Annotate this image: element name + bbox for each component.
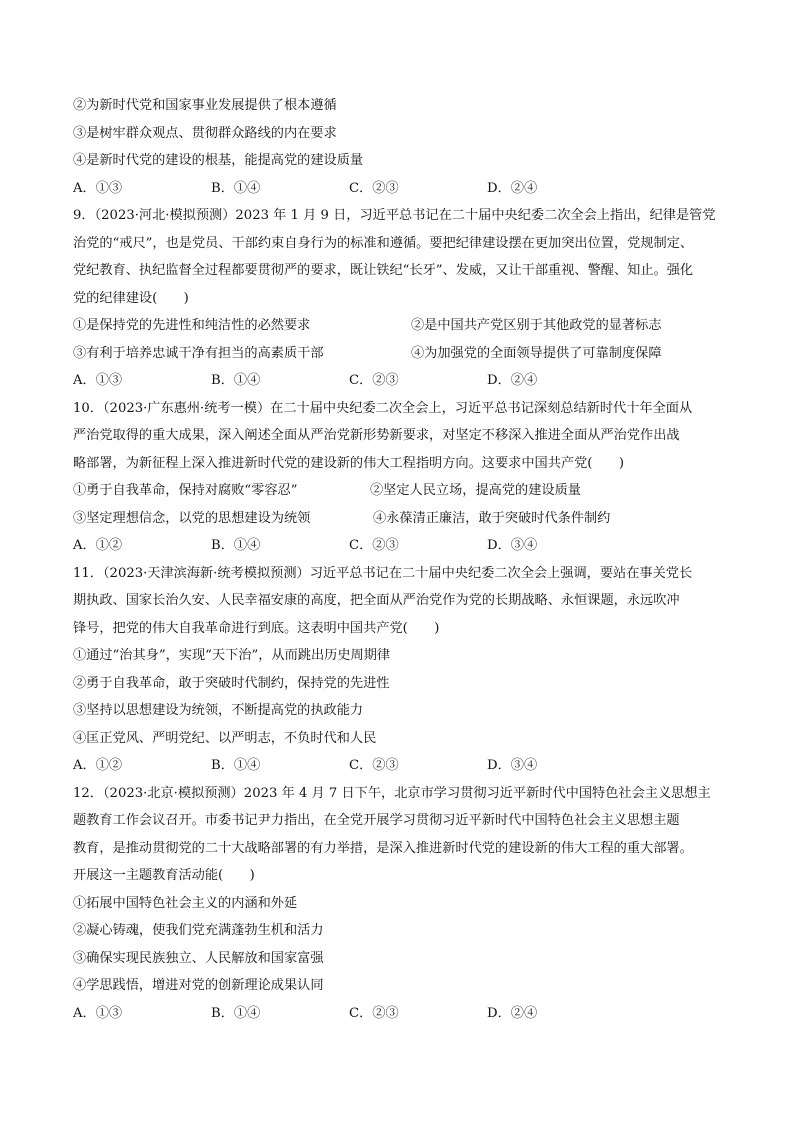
option-b[interactable]: B．①④ xyxy=(211,538,261,553)
choice-item-row xyxy=(73,477,763,505)
choice-item: ④匡正党风、严明党纪、以严明志，不负时代和人民 xyxy=(73,730,377,746)
question-9 xyxy=(73,202,763,395)
choice-item: ①勇于自我革命，保持对腐败“零容忍” xyxy=(73,483,298,498)
question-stem-line: 治党的“戒尺”，也是党员、干部约束自身行为的标准和遵循。要把纪律建设摆在更加突出位置，党规制定、 xyxy=(73,235,694,251)
option-a[interactable]: A．①② xyxy=(73,758,123,773)
question-12 xyxy=(73,780,763,1028)
choice-item: ③坚持以思想建设为统领，不断提高党的执政能力 xyxy=(73,703,364,718)
answer-options xyxy=(73,532,763,560)
option-c[interactable]: C．②③ xyxy=(349,538,399,553)
choice-item: ③确保实现民族独立、人民解放和国家富强 xyxy=(73,950,324,966)
question-stem-line: 开展这一主题教育活动能( ) xyxy=(73,868,255,883)
question-stem-line: 题教育工作会议召开。市委书记尹力指出，在全党开展学习贯彻习近平新时代中国特色社会主义思想主题 xyxy=(73,813,680,828)
option-d[interactable]: D．②④ xyxy=(487,373,538,388)
question-stem-line: 10．（2023·广东惠州·统考一模）在二十届中央纪委二次全会上，习近平总书记深刻总结新时代十年全面从 xyxy=(73,400,693,416)
question-stem-line: 9．（2023·河北·模拟预测）2023 年 1 月 9 日，习近平总书记在二十届中央纪委二次全会上指出，纪律是管党 xyxy=(73,208,716,223)
question-11 xyxy=(73,560,763,780)
option-a[interactable]: A．①③ xyxy=(73,373,123,388)
option-c[interactable]: C．②③ xyxy=(349,373,399,388)
option-a[interactable]: A．①② xyxy=(73,538,123,553)
choice-item: ④学思践悟，增进对党的创新理论成果认同 xyxy=(73,978,324,993)
option-a[interactable]: A．①③ xyxy=(73,1005,123,1021)
choice-item: ②凝心铸魂，使我们党充满蓬勃生机和活力 xyxy=(73,923,324,938)
option-d[interactable]: D．③④ xyxy=(487,758,538,773)
question-8 xyxy=(73,92,763,202)
option-d[interactable]: D．②④ xyxy=(487,1005,538,1021)
option-c[interactable]: C．②③ xyxy=(349,1005,399,1021)
choice-item: ①拓展中国特色社会主义的内涵和外延 xyxy=(73,895,298,911)
answer-options xyxy=(73,175,763,203)
option-b[interactable]: B．①④ xyxy=(211,373,261,388)
exam-page xyxy=(73,92,763,1027)
choice-item: ④是新时代党的建设的根基，能提高党的建设质量 xyxy=(73,153,364,168)
answer-options xyxy=(73,1000,763,1028)
option-b[interactable]: B．①④ xyxy=(211,1005,261,1021)
option-b[interactable]: B．①④ xyxy=(211,180,261,196)
choice-item: ②是中国共产党区别于其他政党的显著标志 xyxy=(411,318,662,333)
option-a[interactable]: A．①③ xyxy=(73,180,123,196)
choice-item: ①通过“治其身”，实现“天下治”，从而跳出历史周期律 xyxy=(73,648,391,663)
choice-item: ②为新时代党和国家事业发展提供了根本遵循 xyxy=(73,98,337,113)
choice-item-row xyxy=(73,505,763,533)
question-stem-line: 严治党取得的重大成果，深入阐述全面从严治党新形势新要求，对坚定不移深入推进全面从严治党作出战 xyxy=(73,428,680,443)
answer-options xyxy=(73,752,763,780)
option-c[interactable]: C．②③ xyxy=(349,758,399,773)
question-stem-line: 略部署，为新征程上深入推进新时代党的建设新的伟大工程指明方向。这要求中国共产党( ) xyxy=(73,455,624,471)
question-stem-line: 12．（2023·北京·模拟预测）2023 年 4 月 7 日下午，北京市学习贯彻习近平新时代中国特色社会主义思想主 xyxy=(73,785,711,801)
option-d[interactable]: D．②④ xyxy=(487,180,538,196)
choice-item: ①是保持党的先进性和纯洁性的必然要求 xyxy=(73,318,311,333)
choice-item: ③是树牢群众观点、贯彻群众路线的内在要求 xyxy=(73,125,337,141)
choice-item-row xyxy=(73,312,763,340)
question-stem-line: 期执政、国家长治久安、人民幸福安康的高度，把全面从严治党作为党的长期战略、永恒课题，永远吹冲 xyxy=(73,593,680,608)
choice-item-row xyxy=(73,340,763,368)
option-d[interactable]: D．③④ xyxy=(487,538,538,553)
question-stem-line: 11．（2023·天津滨海新·统考模拟预测）习近平总书记在二十届中央纪委二次全会上强调，要站在事关党长 xyxy=(73,565,693,581)
option-c[interactable]: C．②③ xyxy=(349,180,399,196)
question-stem-line: 教育，是推动贯彻党的二十大战略部署的有力举措，是深入推进新时代党的建设新的伟大工程的重大部署。 xyxy=(73,840,693,856)
question-stem-line: 党纪教育、执纪监督全过程都要贯彻严的要求，既让铁纪“长牙”、发威，又让干部重视、警醒、知止。强化 xyxy=(73,263,694,278)
choice-item: ③有利于培养忠诚干净有担当的高素质干部 xyxy=(73,345,324,361)
question-stem-line: 党的纪律建设( ) xyxy=(73,290,189,306)
question-stem-line: 锋号，把党的伟大自我革命进行到底。这表明中国共产党( ) xyxy=(73,620,440,636)
choice-item: ②坚定人民立场，提高党的建设质量 xyxy=(370,483,581,498)
option-b[interactable]: B．①④ xyxy=(211,758,261,773)
choice-item: ④永葆清正廉洁，敢于突破时代条件制约 xyxy=(373,510,611,526)
question-10 xyxy=(73,395,763,560)
choice-item: ③坚定理想信念，以党的思想建设为统领 xyxy=(73,510,311,526)
answer-options xyxy=(73,367,763,395)
choice-item: ②勇于自我革命，敢于突破时代制约，保持党的先进性 xyxy=(73,675,390,691)
choice-item: ④为加强党的全面领导提供了可靠制度保障 xyxy=(411,345,662,361)
